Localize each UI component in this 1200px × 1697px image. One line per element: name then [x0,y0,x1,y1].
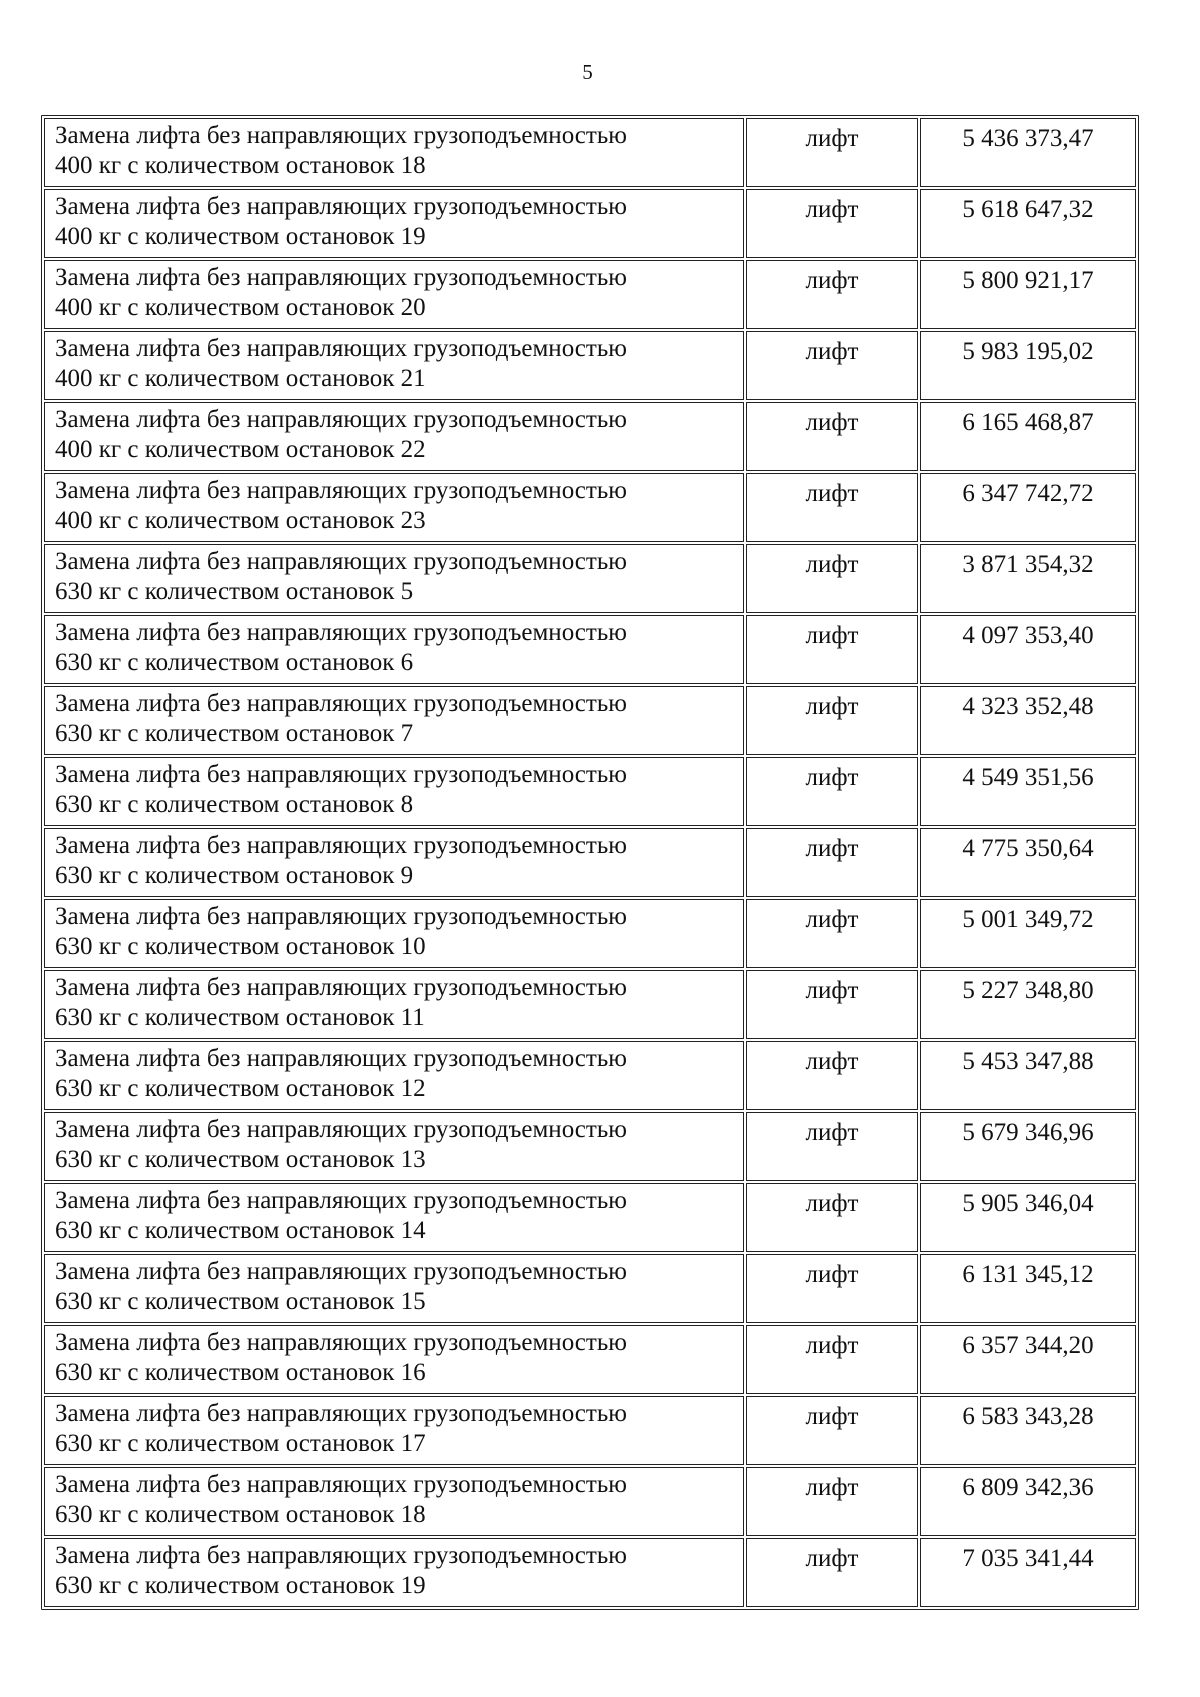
price-cell: 4 097 353,40 [920,615,1136,684]
work-description-line-2: 630 кг с количеством остановок 9 [55,862,414,889]
price-cell: 5 001 349,72 [920,899,1136,968]
work-description-line-1: Замена лифта без направляющих грузоподъемностью [55,477,627,504]
table-row [44,1325,1136,1394]
table-row [44,970,1136,1039]
unit-cell: лифт [746,473,918,542]
table-row [44,1041,1136,1110]
unit-cell: лифт [746,1041,918,1110]
unit-cell: лифт [746,1183,918,1252]
work-description-line-2: 630 кг с количеством остановок 7 [55,720,414,747]
work-description-cell [44,260,744,329]
price-cell: 6 165 468,87 [920,402,1136,471]
work-description-cell [44,1538,744,1607]
work-description-line-2: 400 кг с количеством остановок 21 [55,365,426,392]
work-description-cell [44,1467,744,1536]
work-description-line-1: Замена лифта без направляющих грузоподъемностью [55,264,627,291]
work-description-line-2: 630 кг с количеством остановок 10 [55,933,426,960]
page-number: 5 [582,60,593,84]
work-description-line-1: Замена лифта без направляющих грузоподъемностью [55,761,627,788]
work-description-line-2: 630 кг с количеством остановок 12 [55,1075,426,1102]
work-description-line-2: 630 кг с количеством остановок 8 [55,791,414,818]
work-description-line-2: 630 кг с количеством остановок 17 [55,1430,426,1457]
table-row [44,757,1136,826]
unit-cell: лифт [746,615,918,684]
table-row [44,402,1136,471]
table-row [44,615,1136,684]
work-description-cell [44,1112,744,1181]
work-description-cell [44,118,744,187]
work-description-line-1: Замена лифта без направляющих грузоподъемностью [55,548,627,575]
price-cell: 4 775 350,64 [920,828,1136,897]
work-description-cell [44,402,744,471]
work-description-line-2: 400 кг с количеством остановок 19 [55,223,426,250]
work-description-line-1: Замена лифта без направляющих грузоподъемностью [55,1471,627,1498]
work-description-cell [44,757,744,826]
work-description-line-1: Замена лифта без направляющих грузоподъемностью [55,193,627,220]
work-description-cell [44,1041,744,1110]
work-description-line-1: Замена лифта без направляющих грузоподъемностью [55,619,627,646]
price-cell: 4 549 351,56 [920,757,1136,826]
table-row [44,1396,1136,1465]
table-row [44,544,1136,613]
work-description-cell [44,828,744,897]
price-cell: 5 905 346,04 [920,1183,1136,1252]
unit-cell: лифт [746,189,918,258]
work-description-line-1: Замена лифта без направляющих грузоподъемностью [55,122,627,149]
work-description-cell [44,189,744,258]
work-description-cell [44,970,744,1039]
price-cell: 5 453 347,88 [920,1041,1136,1110]
unit-cell: лифт [746,1112,918,1181]
work-description-cell [44,331,744,400]
work-description-cell [44,899,744,968]
work-description-line-1: Замена лифта без направляющих грузоподъемностью [55,1187,627,1214]
unit-cell: лифт [746,1467,918,1536]
unit-cell: лифт [746,757,918,826]
price-cell: 7 035 341,44 [920,1538,1136,1607]
table-row [44,1254,1136,1323]
work-description-cell [44,1183,744,1252]
work-description-line-2: 630 кг с количеством остановок 19 [55,1572,426,1599]
price-cell: 3 871 354,32 [920,544,1136,613]
price-cell: 6 583 343,28 [920,1396,1136,1465]
work-description-line-1: Замена лифта без направляющих грузоподъемностью [55,1400,627,1427]
work-description-line-2: 630 кг с количеством остановок 18 [55,1501,426,1528]
unit-cell: лифт [746,1538,918,1607]
unit-cell: лифт [746,1325,918,1394]
unit-cell: лифт [746,331,918,400]
work-description-line-2: 400 кг с количеством остановок 18 [55,152,426,179]
work-description-line-1: Замена лифта без направляющих грузоподъемностью [55,1542,627,1569]
table-row [44,899,1136,968]
work-description-cell [44,686,744,755]
work-description-line-1: Замена лифта без направляющих грузоподъемностью [55,1258,627,1285]
work-description-line-1: Замена лифта без направляющих грузоподъемностью [55,1045,627,1072]
work-description-cell [44,473,744,542]
unit-cell: лифт [746,828,918,897]
work-description-cell [44,1396,744,1465]
work-description-line-2: 630 кг с количеством остановок 11 [55,1004,425,1031]
table-body [44,118,1136,1607]
table-row [44,189,1136,258]
work-description-line-1: Замена лифта без направляющих грузоподъемностью [55,832,627,859]
price-cell: 5 679 346,96 [920,1112,1136,1181]
price-cell: 5 227 348,80 [920,970,1136,1039]
price-cell: 5 618 647,32 [920,189,1136,258]
price-cell: 6 347 742,72 [920,473,1136,542]
price-cell: 5 800 921,17 [920,260,1136,329]
work-description-line-1: Замена лифта без направляющих грузоподъемностью [55,974,627,1001]
unit-cell: лифт [746,402,918,471]
unit-cell: лифт [746,899,918,968]
table-row [44,1183,1136,1252]
work-description-line-2: 630 кг с количеством остановок 5 [55,578,414,605]
unit-cell: лифт [746,260,918,329]
work-description-cell [44,1254,744,1323]
work-description-line-2: 630 кг с количеством остановок 13 [55,1146,426,1173]
unit-cell: лифт [746,970,918,1039]
price-cell: 6 131 345,12 [920,1254,1136,1323]
table-row [44,1112,1136,1181]
work-description-line-2: 400 кг с количеством остановок 23 [55,507,426,534]
unit-cell: лифт [746,686,918,755]
table-row [44,686,1136,755]
work-description-line-1: Замена лифта без направляющих грузоподъемностью [55,406,627,433]
table-row [44,473,1136,542]
work-description-line-1: Замена лифта без направляющих грузоподъемностью [55,1329,627,1356]
work-description-line-2: 400 кг с количеством остановок 22 [55,436,426,463]
work-description-cell [44,1325,744,1394]
price-table [41,115,1139,1610]
table-row [44,331,1136,400]
table-row [44,118,1136,187]
unit-cell: лифт [746,118,918,187]
table-row [44,828,1136,897]
table-row [44,1538,1136,1607]
work-description-line-2: 630 кг с количеством остановок 6 [55,649,414,676]
work-description-cell [44,544,744,613]
work-description-line-1: Замена лифта без направляющих грузоподъемностью [55,335,627,362]
table-row [44,260,1136,329]
unit-cell: лифт [746,1254,918,1323]
unit-cell: лифт [746,544,918,613]
work-description-line-2: 630 кг с количеством остановок 15 [55,1288,426,1315]
work-description-line-1: Замена лифта без направляющих грузоподъемностью [55,903,627,930]
price-cell: 5 436 373,47 [920,118,1136,187]
table-row [44,1467,1136,1536]
work-description-cell [44,615,744,684]
price-cell: 6 809 342,36 [920,1467,1136,1536]
price-cell: 5 983 195,02 [920,331,1136,400]
work-description-line-2: 630 кг с количеством остановок 16 [55,1359,426,1386]
price-cell: 6 357 344,20 [920,1325,1136,1394]
work-description-line-2: 630 кг с количеством остановок 14 [55,1217,426,1244]
price-cell: 4 323 352,48 [920,686,1136,755]
work-description-line-1: Замена лифта без направляющих грузоподъемностью [55,690,627,717]
work-description-line-2: 400 кг с количеством остановок 20 [55,294,426,321]
work-description-line-1: Замена лифта без направляющих грузоподъемностью [55,1116,627,1143]
unit-cell: лифт [746,1396,918,1465]
